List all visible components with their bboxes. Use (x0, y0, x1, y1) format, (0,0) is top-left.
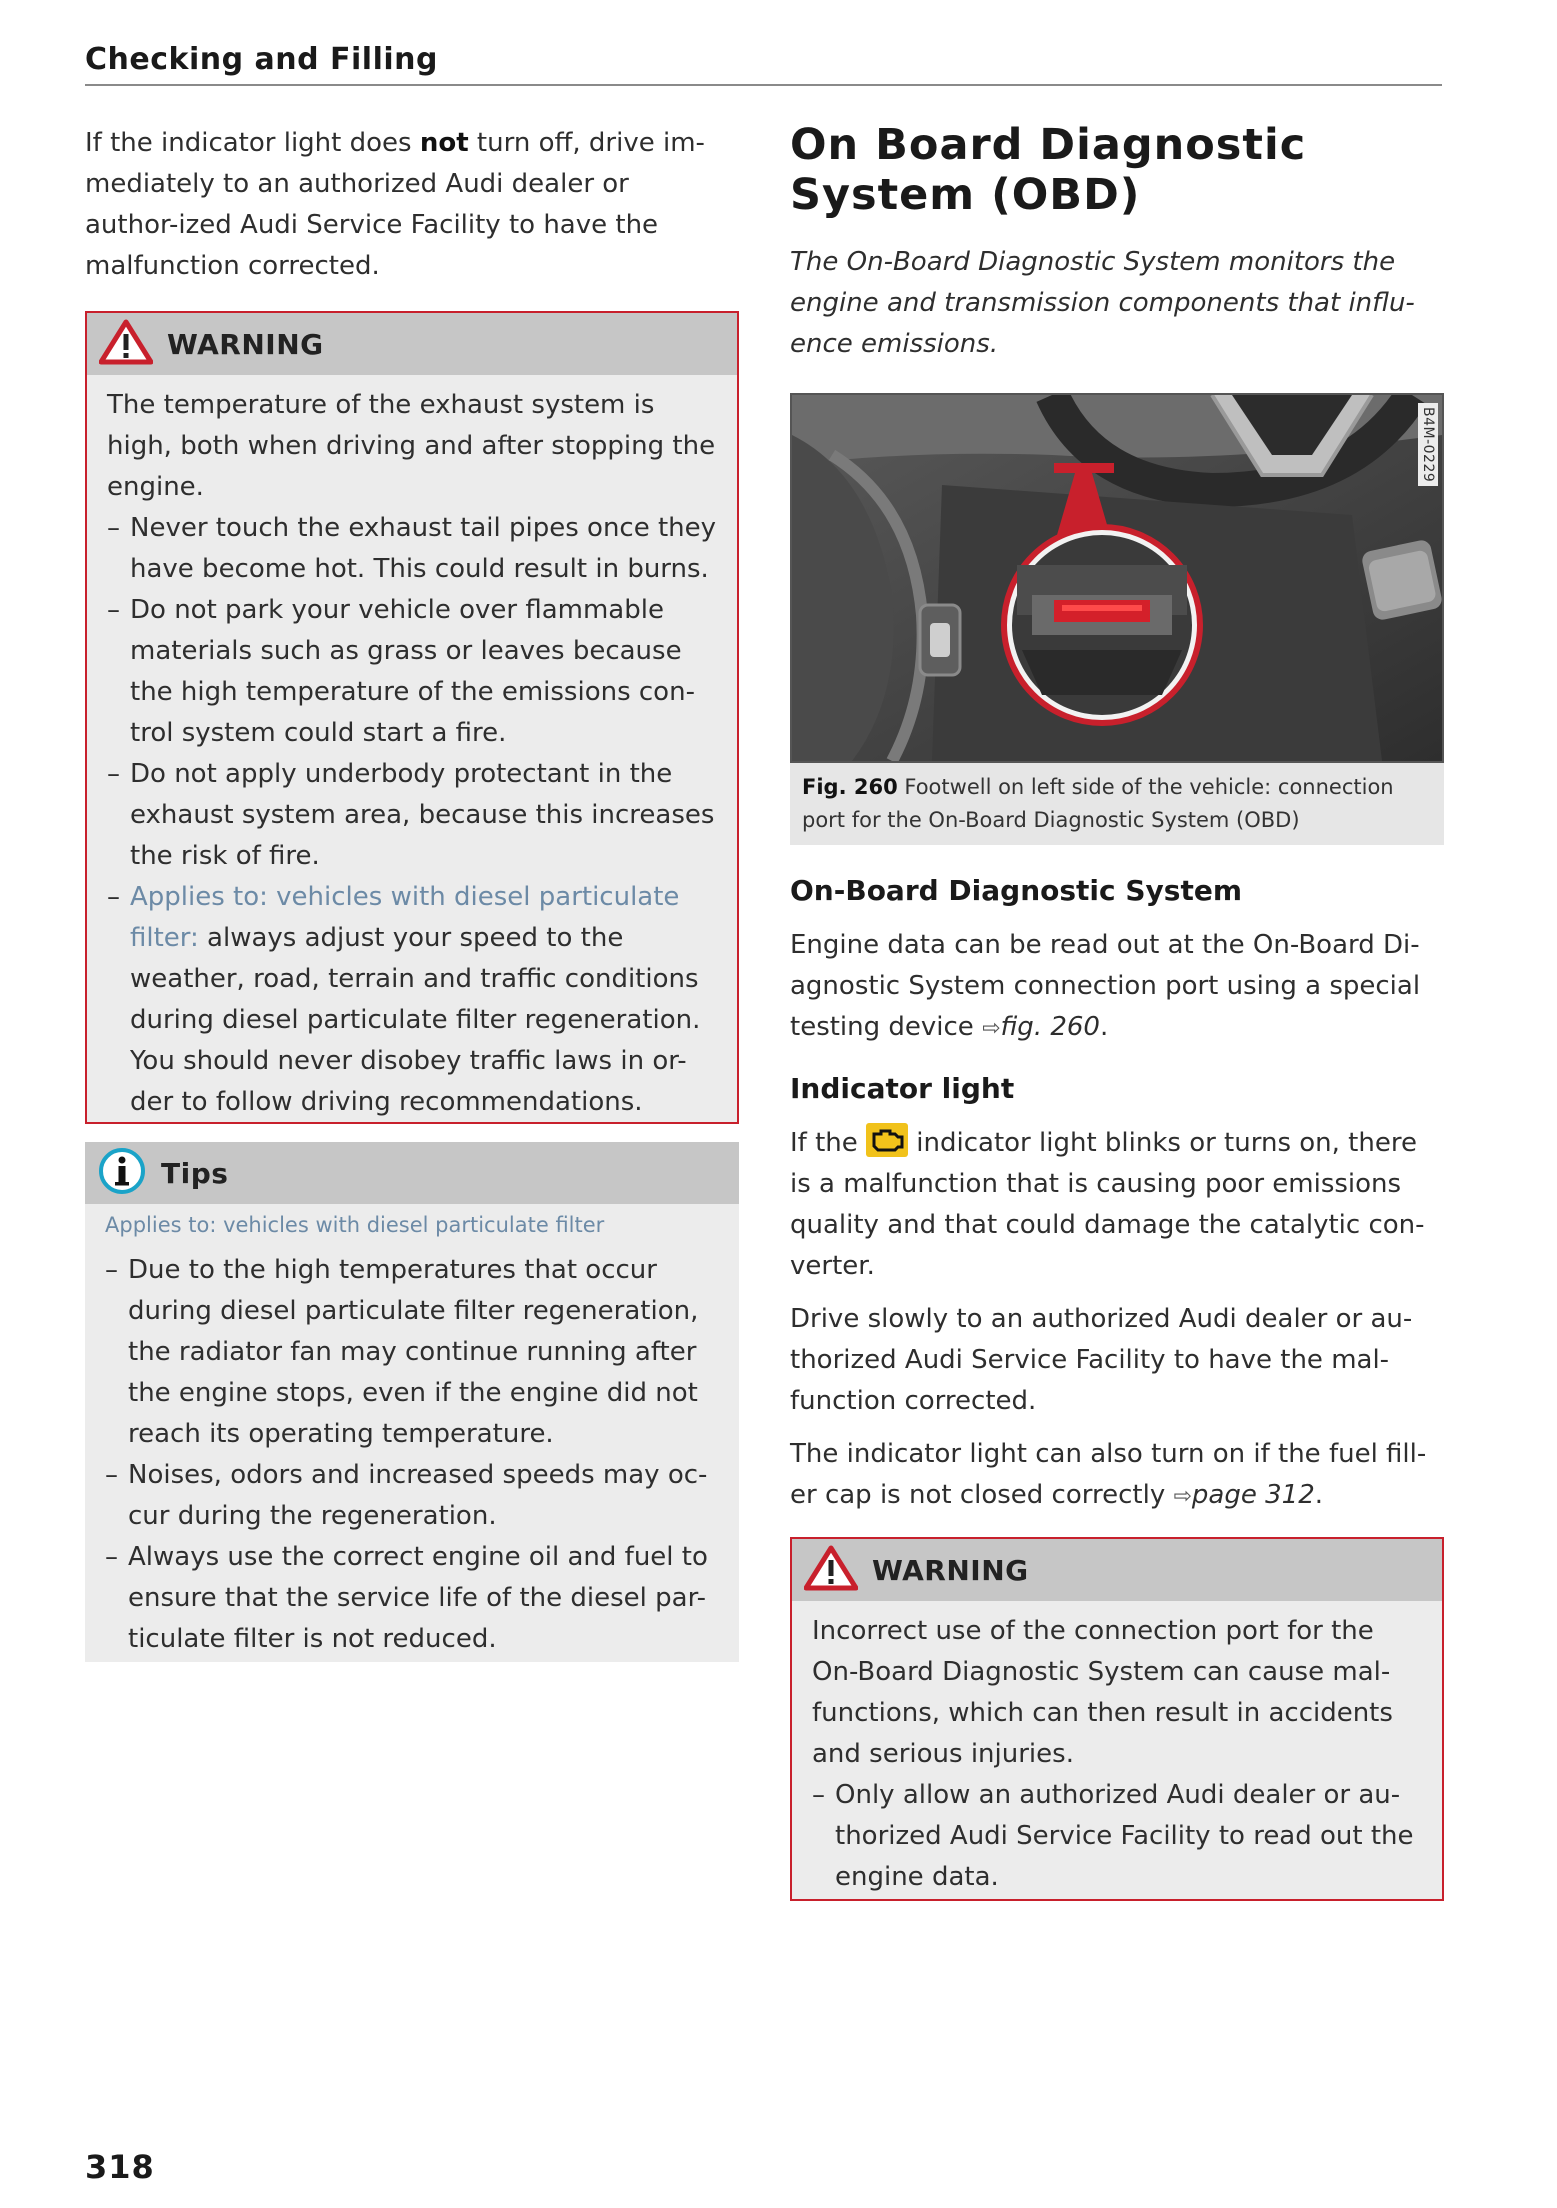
intro-text-after: turn off, drive im-mediately to an authorized Audi dealer or author-ized Audi Service Facility to have the malfunction corrected. (85, 128, 705, 281)
obd-paragraph (790, 925, 1444, 1049)
indicator-text-after: indicator light blinks or turns on, there is a malfunction that is causing poor emissions quality and that could damage the catalytic con-verter. (790, 1128, 1425, 1281)
figure-label: Fig. 260 (802, 775, 898, 799)
indicator-paragraph-2: Drive slowly to an authorized Audi dealer or au-thorized Audi Service Facility to have the mal-function corrected. (790, 1304, 1413, 1416)
xref-arrow-icon: ⇨ (1173, 1484, 1192, 1509)
right-column (790, 120, 1444, 1901)
running-header (85, 42, 1442, 86)
tips-header (85, 1142, 739, 1204)
warning-body (792, 1601, 1442, 1910)
engine-check-icon (866, 1123, 908, 1157)
obd-text-end: . (1099, 1012, 1109, 1042)
section-heading-line2: System (OBD) (790, 170, 1141, 220)
applies-to-label: Applies to: vehicles with diesel particulate filter: (130, 882, 680, 953)
warning-triangle-icon (804, 1545, 858, 1595)
warning-header (87, 313, 737, 375)
warning-header (792, 1539, 1442, 1601)
intro-paragraph (85, 123, 725, 287)
warning-box-obd (790, 1537, 1444, 1901)
figure-code: B4M-0229 (1418, 403, 1438, 486)
tips-list-item: – Due to the high temperatures that occur during diesel particulate filter regeneration, the radiator fan may continue running after the engine stops, even if the engine did not reach its operating temperature. (105, 1255, 699, 1449)
obd-text: Engine data can be read out at the On-Board Di-agnostic System connection port using a special testing device (790, 930, 1421, 1042)
warning-list-item: – Do not park your vehicle over flammable materials such as grass or leaves because the high temperature of the emissions con-trol system could start a fire. (107, 595, 695, 748)
tips-list-text: Noises, odors and increased speeds may oc-cur during the regeneration. (128, 1460, 708, 1531)
fuel-cap-text: The indicator light can also turn on if the fuel fill-er cap is not closed correctly (790, 1439, 1427, 1510)
warning-intro: The temperature of the exhaust system is high, both when driving and after stopping the engine. (107, 390, 716, 502)
intro-text-before: If the indicator light does (85, 128, 420, 158)
tips-title: Tips (161, 1156, 229, 1190)
info-circle-icon (97, 1146, 147, 1200)
tips-list-text: Due to the high temperatures that occur during diesel particulate filter regeneration, the radiator fan may continue running after the engine stops, even if the engine did not reach its operating temperature. (128, 1255, 699, 1449)
indicator-paragraph-3 (790, 1434, 1444, 1517)
warning-list-text: Do not apply underbody protectant in the exhaust system area, because this increases the risk of fire. (130, 759, 715, 871)
warning-triangle-icon (99, 319, 153, 369)
page-number: 318 (85, 2148, 155, 2186)
fuel-cap-text-end: . (1314, 1480, 1324, 1510)
warning-list-text: Do not park your vehicle over flammable materials such as grass or leaves because the high temperature of the emissions con-trol system could start a fire. (130, 595, 695, 748)
applies-to-text: always adjust your speed to the weather, road, terrain and traffic conditions during diesel particulate filter regeneration. You should never disobey traffic laws in or-der to follow driving recommendations. (130, 923, 701, 1117)
lead-paragraph: The On-Board Diagnostic System monitors the engine and transmission components that influ-ence emissions. (790, 247, 1415, 359)
warning-body (87, 375, 737, 1135)
warning-list-text: Never touch the exhaust tail pipes once they have become hot. This could result in burns. (130, 513, 717, 584)
xref-arrow-icon: ⇨ (982, 1016, 1001, 1041)
header-title: Checking and Filling (85, 42, 438, 77)
footwell-drawing (792, 395, 1442, 761)
intro-text-bold: not (419, 128, 469, 158)
section-heading-line1: On Board Diagnostic (790, 120, 1307, 170)
section-heading (790, 120, 1444, 220)
warning-intro: Incorrect use of the connection port for the On-Board Diagnostic System can cause mal-functions, which can then result in accidents and serious injuries. (812, 1616, 1393, 1769)
warning-title: WARNING (872, 1553, 1029, 1587)
indicator-paragraph-1 (790, 1123, 1444, 1287)
figure-caption (790, 763, 1444, 845)
tips-list-text: Always use the correct engine oil and fuel to ensure that the service life of the diesel par-ticulate filter is not reduced. (128, 1542, 708, 1654)
subheading-obd: On-Board Diagnostic System (790, 874, 1243, 907)
page-link[interactable]: page 312 (1191, 1480, 1315, 1510)
tips-body (85, 1204, 739, 1672)
warning-list-item-diesel: – Applies to: vehicles with diesel particulate filter: always adjust your speed to the weather, road, terrain and traffic conditions during diesel particulate filter regeneration. You should never disobey traffic laws in or-der to follow driving recommendations. (107, 882, 701, 1117)
warning-list-item: – Never touch the exhaust tail pipes once they have become hot. This could result in burns. (107, 513, 717, 584)
figure-link[interactable]: fig. 260 (1000, 1012, 1100, 1042)
footwell-illustration (790, 393, 1444, 763)
figure-caption-text: Footwell on left side of the vehicle: connection port for the On-Board Diagnostic System (OBD) (802, 775, 1394, 832)
warning-list-text: Only allow an authorized Audi dealer or au-thorized Audi Service Facility to read out the engine data. (835, 1780, 1414, 1892)
tips-list-item: – Always use the correct engine oil and fuel to ensure that the service life of the diesel par-ticulate filter is not reduced. (105, 1542, 708, 1654)
indicator-text-before: If the (790, 1128, 867, 1158)
left-column (85, 123, 739, 1662)
subheading-indicator: Indicator light (790, 1072, 1015, 1105)
warning-list-item: – Only allow an authorized Audi dealer or au-thorized Audi Service Facility to read out the engine data. (812, 1780, 1414, 1892)
figure-260 (790, 393, 1444, 845)
tips-applies-to: Applies to: vehicles with diesel particulate filter (105, 1213, 605, 1237)
tips-list-item: – Noises, odors and increased speeds may oc-cur during the regeneration. (105, 1460, 708, 1531)
tips-box (85, 1142, 739, 1662)
warning-title: WARNING (167, 327, 324, 361)
warning-box-exhaust (85, 311, 739, 1124)
warning-list-item: – Do not apply underbody protectant in the exhaust system area, because this increases the risk of fire. (107, 759, 715, 871)
